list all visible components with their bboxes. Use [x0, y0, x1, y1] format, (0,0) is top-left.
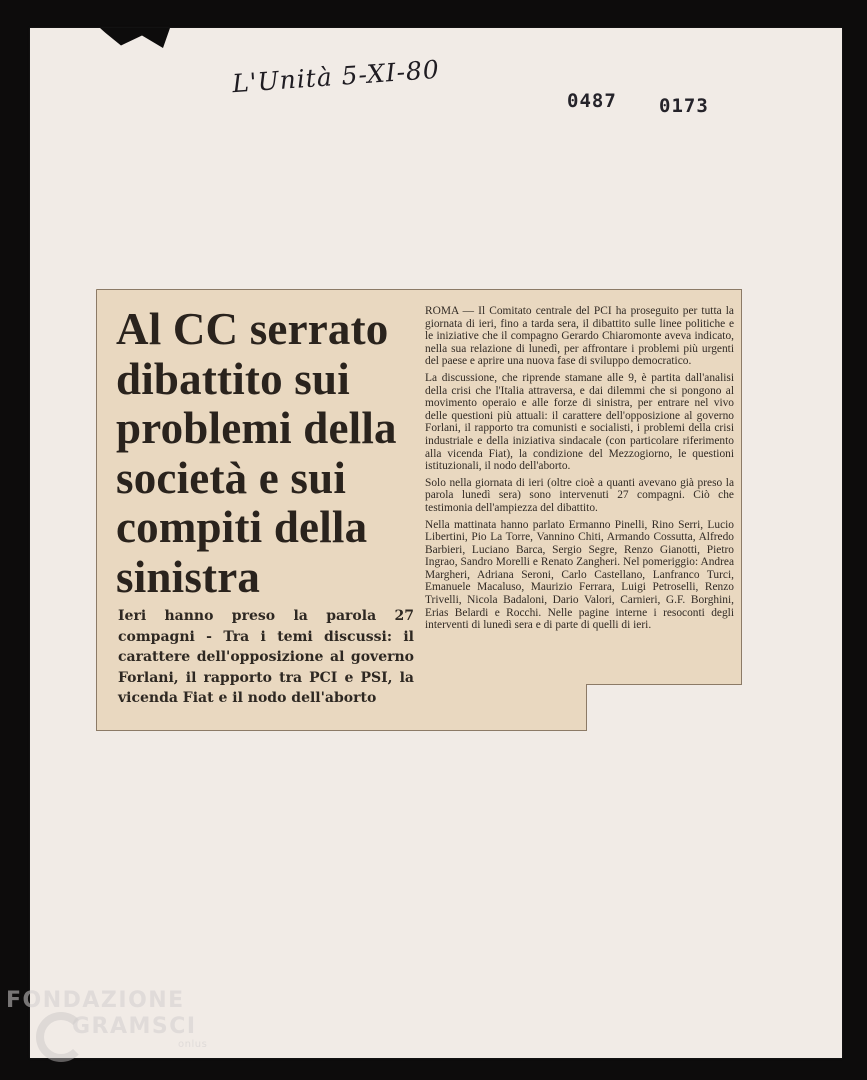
watermark-line-1: FONDAZIONE [6, 988, 185, 1013]
watermark-line-3: onlus [178, 1039, 208, 1050]
article-headline: Al CC serrato dibattito sui problemi della società e sui compiti della sinistra [116, 304, 397, 602]
article-paragraph: La discussione, che riprende stamane alle 9, è partita dall'analisi della crisi che l'Italia attraversa, e dai dilemmi che si pongono al movimento operaio e alle forze di sinistra, per entrare nel vivo delle questioni più attuali: il carattere dell'opposizione al governo Forlani, il rapporto tra comunisti e socialisti, i problemi della crisi industriale e della iniziativa sindacale (con particolare riferimento alla vicenda Fiat), la condizione del Mezzogiorno, le questioni istituzionali, il nodo dell'aborto. [425, 371, 734, 473]
archive-stamp-number: 0487 [567, 90, 617, 112]
article-subheadline: Ieri hanno preso la parola 27 compagni - Tra i temi discussi: il carattere dell'opposizione al governo Forlani, il rapporto tra PCI e PSI, la vicenda Fiat e il nodo dell'aborto [118, 608, 414, 706]
article-paragraph: Nella mattinata hanno parlato Ermanno Pinelli, Rino Serri, Lucio Libertini, Pio La Torre, Vannino Chiti, Armando Cossutta, Alfredo Barbieri, Luciano Barca, Sergio Segre, Renzo Gianotti, Pietro Ingrao, Sandro Morelli e Renato Zangheri. Nel pomeriggio: Andrea Margheri, Adriana Seroni, Carlo Castellano, Lanfranco Turci, Emanuele Macaluso, Maurizio Ferrara, Luigi Petroselli, Renzo Trivelli, Nicola Badaloni, Dario Valori, Carnieri, G.F. Borghini, Erias Belardi e Rocchi. Nelle pagine interne i resoconti degli interventi di lunedì sera e di parte di quelli di ieri. [425, 518, 734, 632]
watermark-line-2: GRAMSCI [72, 1014, 197, 1039]
article-paragraph: ROMA — Il Comitato centrale del PCI ha proseguito per tutta la giornata di ieri, fino a tarda sera, il dibattito sulle linee politiche e le iniziative che il compagno Gerardo Chiaromonte aveva indicato, nella sua relazione di lunedì, per affrontare i problemi più urgenti del paese e aprire una nuova fase di sviluppo democratico. [425, 305, 734, 368]
torn-corner [100, 28, 170, 78]
handwritten-source-note: L'Unità 5-XI-80 [231, 54, 441, 99]
archive-stamp-page: 0173 [659, 95, 709, 117]
article-paragraph: Solo nella giornata di ieri (oltre cioè a quanti avevano già preso la parola lunedì sera) sono intervenuti 27 compagni. Ciò che testimonia dell'ampiezza del dibattito. [425, 476, 734, 514]
watermark-logo [6, 988, 207, 1050]
article-body [425, 305, 734, 636]
